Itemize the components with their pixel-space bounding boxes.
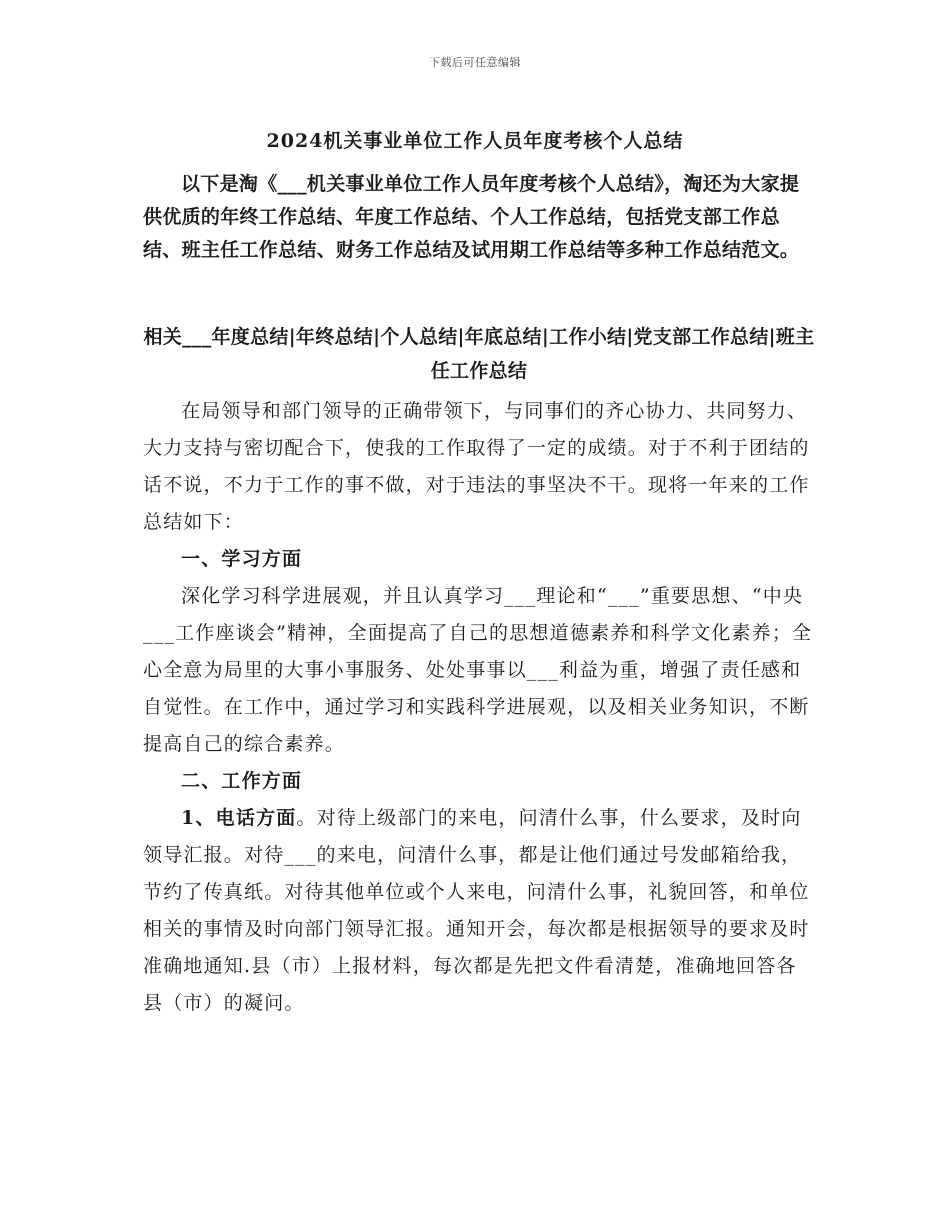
body-paragraph-1: 在局领导和部门领导的正确带领下，与同事们的齐心协力、共同努力、大力支持与密切配合下，使我的工作取得了一定的成绩。对于不利于团结的话不说，不力于工作的事不做，对于违法的事坚决不干。现将一年来的工作总结如下： (143, 400, 810, 533)
section-heading-work: 二、工作方面 (181, 770, 303, 792)
body-paragraph-2: 深化学习科学进展观，并且认真学习___理论和“___”重要思想、“中央___工作座谈会”精神，全面提高了自己的思想道德素养和科学文化素养；全心全意为局里的大事小事服务、处处事事以___利益为重，增强了责任感和自觉性。在工作中，通过学习和实践科学进展观，以及相关业务知识，不断提高自己的综合素养。 (143, 585, 813, 755)
phone-paragraph-text: 。对待上级部门的来电，问清什么事，什么要求，及时向领导汇报。对待___的来电，问清什么事，都是让他们通过号发邮箱给我，节约了传真纸。对待其他单位或个人来电，问清什么事，礼貌回答，和单位相关的事情及时向部门领导汇报。通知开会，每次都是根据领导的要求及时准确地通知.县（市）上报材料，每次都是先把文件看清楚，准确地回答各县（市）的凝问。 (143, 807, 810, 1014)
phone-subheading: 1、电话方面 (181, 807, 297, 829)
section-heading-study: 一、学习方面 (181, 548, 303, 570)
header-note: 下载后可任意编辑 (429, 56, 521, 69)
body-paragraph-3 (143, 800, 815, 1022)
intro-paragraph: 以下是淘《___机关事业单位工作人员年度考核个人总结》，淘还为大家提供优质的年终工作总结、年度工作总结、个人工作总结，包括党支部工作总结、班主任工作总结、财务工作总结及试用期工作总结等多种工作总结范文。 (143, 173, 800, 261)
related-links: 相关___年度总结|年终总结|个人总结|年底总结|工作小结|党支部工作总结|班主任工作总结 (143, 326, 815, 382)
document-title: 2024机关事业单位工作人员年度考核个人总结 (266, 130, 684, 152)
